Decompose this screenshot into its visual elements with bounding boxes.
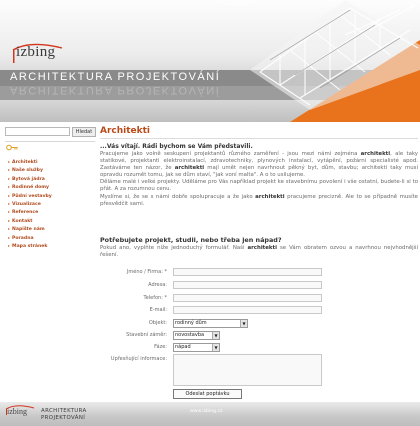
- phone-field[interactable]: [173, 294, 322, 302]
- logo[interactable]: izbing: [16, 44, 56, 60]
- phase-label: Fáze:: [154, 344, 167, 350]
- form-row-object: [100, 319, 418, 329]
- object-select-value: rodinný dům: [175, 320, 207, 326]
- email-label: E-mail:: [149, 307, 167, 313]
- intro-paragraph-3: Myslíme si, že se s námi dobře spolupracuje a že jako architekti pracujeme precizně. Ale to se případně musíte přesvědčit sami.: [100, 193, 418, 207]
- page-title: Architekti: [100, 126, 151, 136]
- sidebar-item-mapa-stranek[interactable]: ▸ Mapa stránek: [8, 242, 52, 250]
- name-label: Jméno / Firma: *: [126, 269, 167, 275]
- note-textarea[interactable]: [173, 354, 322, 386]
- intent-select-value: novostavba: [175, 332, 205, 338]
- chevron-down-icon[interactable]: ▼: [212, 344, 219, 351]
- footer-tagline-2: PROJEKTOVÁNÍ: [41, 415, 86, 421]
- chevron-down-icon[interactable]: ▼: [212, 332, 219, 339]
- sidebar-item-architekti[interactable]: ▸ Architekti: [8, 158, 52, 166]
- phase-select-value: nápad: [175, 344, 191, 350]
- sidebar-item-reference[interactable]: ▸ Reference: [8, 208, 52, 216]
- phase-select[interactable]: [173, 343, 220, 352]
- submit-button[interactable]: Odeslat poptávku: [173, 389, 242, 399]
- sidebar-item-bytova-jadra[interactable]: ▸ Bytová jádra: [8, 175, 52, 183]
- note-label: Upřesňující informace:: [110, 356, 167, 362]
- sidebar-item-vizualizace[interactable]: ▸ Vizualizace: [8, 200, 52, 208]
- sidebar-divider: [5, 141, 95, 142]
- phone-label: Telefon: *: [143, 295, 167, 301]
- form-intro: Pokud ano, vyplňte níže jednoduchý formulář. Naši architekti se Vám obratem ozvou a navrhnou nejvhodnější řešení.: [100, 245, 418, 259]
- intent-select[interactable]: [173, 331, 220, 340]
- sidebar-item-rodinne-domy[interactable]: ▸ Rodinné domy: [8, 183, 52, 191]
- address-field[interactable]: [173, 281, 322, 289]
- sidebar-nav: [8, 158, 52, 250]
- title-divider: [100, 138, 418, 139]
- chevron-down-icon[interactable]: ▼: [240, 320, 247, 327]
- form-row-name: [100, 268, 418, 278]
- form-row-email: [100, 306, 418, 316]
- address-label: Adresa:: [148, 282, 167, 288]
- form-row-phase: [100, 343, 418, 353]
- name-field[interactable]: [173, 268, 322, 276]
- footer-tagline-1: ARCHITEKTURA: [41, 408, 87, 414]
- footer-logo[interactable]: izbing: [7, 407, 27, 416]
- sidebar-item-kontakt[interactable]: ▸ Kontakt: [8, 217, 52, 225]
- object-label: Objekt:: [148, 320, 167, 326]
- form-row-address: [100, 281, 418, 291]
- search-input[interactable]: [5, 127, 70, 136]
- key-icon: [6, 144, 18, 151]
- site-footer: [0, 402, 420, 426]
- intro-paragraph-2: Děláme malé i velké projekty. Uděláme pro Vás například projekt ke stavebnímu povolení i vše ostatní, budete-li si to přát. A za rozumnou cenu.: [100, 179, 418, 193]
- site-tagline: ARCHITEKTURA PROJEKTOVÁNÍ: [10, 71, 221, 83]
- header-url: www.izbing.cz: [222, 1, 251, 6]
- intro-paragraph-1: Pracujeme jako volně seskupení projektantů různého zaměření - jsou mezi námi zejména architekti, ale taky statikové, projektanti elektroinstalací, zdravotechniky, plynových instalací, vytápění, požární specialisté apod. Zastáváme ten názor, že architekti mají umět nejen navrhnout pěkný byt, dům, stavbu; architekti taky musí opravdu rozumět tomu, jak se dům staví, "jak voní malta". A o to usilujeme.: [100, 151, 418, 179]
- roof-truss-illustration: [250, 0, 420, 122]
- site-tagline-reflection: ARCHITEKTURA PROJEKTOVÁNÍ: [10, 84, 221, 96]
- form-row-phone: [100, 294, 418, 304]
- email-field[interactable]: [173, 306, 322, 314]
- sidebar-item-pudni-vestavby[interactable]: ▸ Půdní vestavby: [8, 192, 52, 200]
- intent-label: Stavební záměr:: [126, 332, 167, 338]
- sidebar-item-poradna[interactable]: ▸ Poradna: [8, 234, 52, 242]
- object-select[interactable]: [173, 319, 248, 328]
- form-row-intent: [100, 331, 418, 341]
- site-header: [0, 0, 420, 122]
- search-button[interactable]: Hledat: [72, 127, 96, 137]
- form-heading: Potřebujete projekt, studii, nebo třeba jen nápad?: [100, 236, 282, 244]
- sidebar-item-napiste-nam[interactable]: ▸ Napište nám: [8, 225, 52, 233]
- lead-text: ...Vás vítají. Rádi bychom se Vám představili.: [100, 143, 253, 150]
- main-content: [100, 125, 418, 208]
- sidebar-item-nase-sluzby[interactable]: ▸ Naše služby: [8, 166, 52, 174]
- footer-url[interactable]: www.izbing.cz: [190, 409, 223, 414]
